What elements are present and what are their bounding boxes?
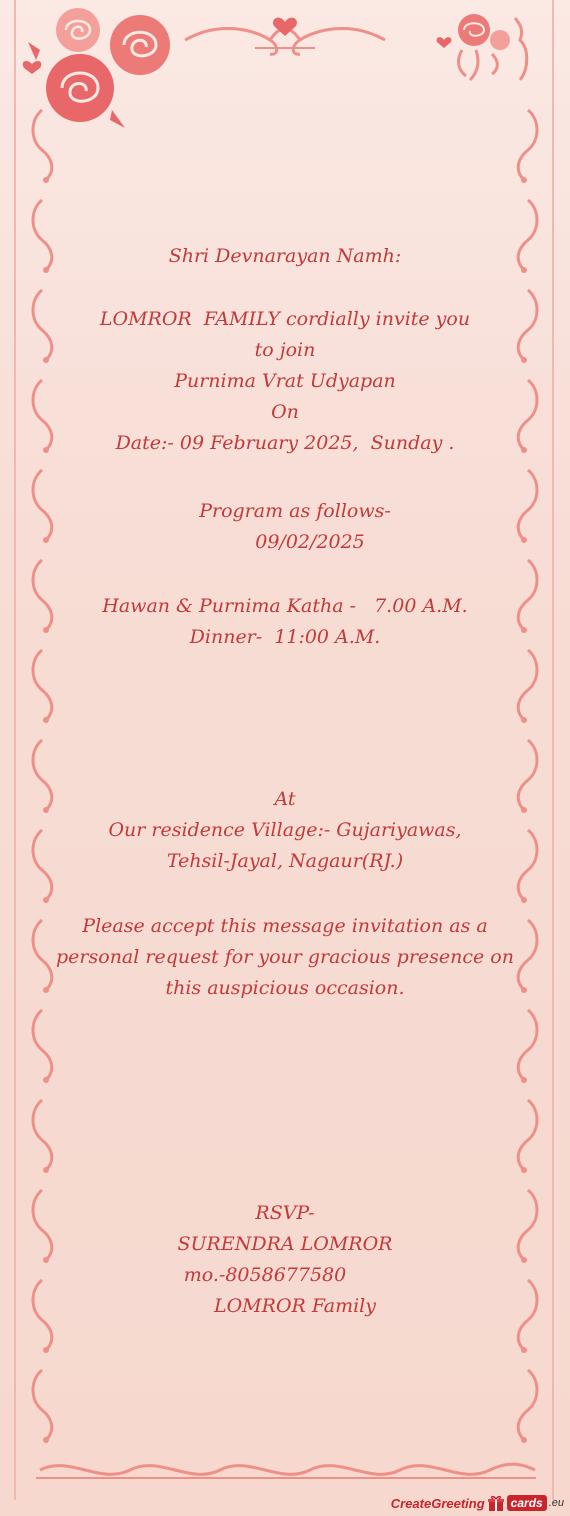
date-text: Date:- 09 February 2025, Sunday . bbox=[115, 432, 455, 454]
watermark-cards: cards bbox=[507, 1495, 547, 1511]
occasion-text: Purnima Vrat Udyapan bbox=[174, 370, 396, 392]
venue-text: Our residence Village:- Gujariyawas, bbox=[108, 819, 462, 841]
bottom-scroll-border bbox=[36, 1464, 536, 1478]
venue-text: Tehsil-Jayal, Nagaur(RJ.) bbox=[166, 850, 404, 872]
signature-text: LOMROR Family bbox=[213, 1295, 376, 1317]
program-date: 09/02/2025 bbox=[255, 531, 365, 553]
at-label: At bbox=[274, 788, 296, 810]
invite-text: LOMROR FAMILY cordially invite you bbox=[99, 308, 471, 330]
program-heading: Program as follows- bbox=[199, 500, 391, 522]
event-item: Dinner- 11:00 A.M. bbox=[189, 626, 381, 648]
watermark-tld: .eu bbox=[548, 1497, 564, 1509]
watermark-logo[interactable] bbox=[391, 1494, 564, 1512]
message-text: personal request for your gracious presence on bbox=[56, 946, 514, 968]
rsvp-label: RSVP- bbox=[255, 1202, 315, 1224]
message-text: this auspicious occasion. bbox=[165, 977, 405, 999]
greeting-text: Shri Devnarayan Namh: bbox=[168, 245, 402, 267]
heart-icon bbox=[437, 37, 452, 48]
on-label: On bbox=[271, 401, 299, 423]
invite-text: to join bbox=[254, 339, 316, 361]
watermark-brand: CreateGreeting bbox=[390, 1495, 485, 1511]
gift-box-icon bbox=[487, 1494, 505, 1512]
contact-name: SURENDRA LOMROR bbox=[177, 1233, 393, 1255]
rose-bud-icon bbox=[458, 14, 527, 80]
event-item: Hawan & Purnima Katha - 7.00 A.M. bbox=[102, 595, 468, 617]
rose-cluster-icon bbox=[23, 8, 170, 128]
contact-phone: mo.-8058677580 bbox=[183, 1264, 347, 1286]
message-text: Please accept this message invitation as a bbox=[82, 915, 488, 937]
